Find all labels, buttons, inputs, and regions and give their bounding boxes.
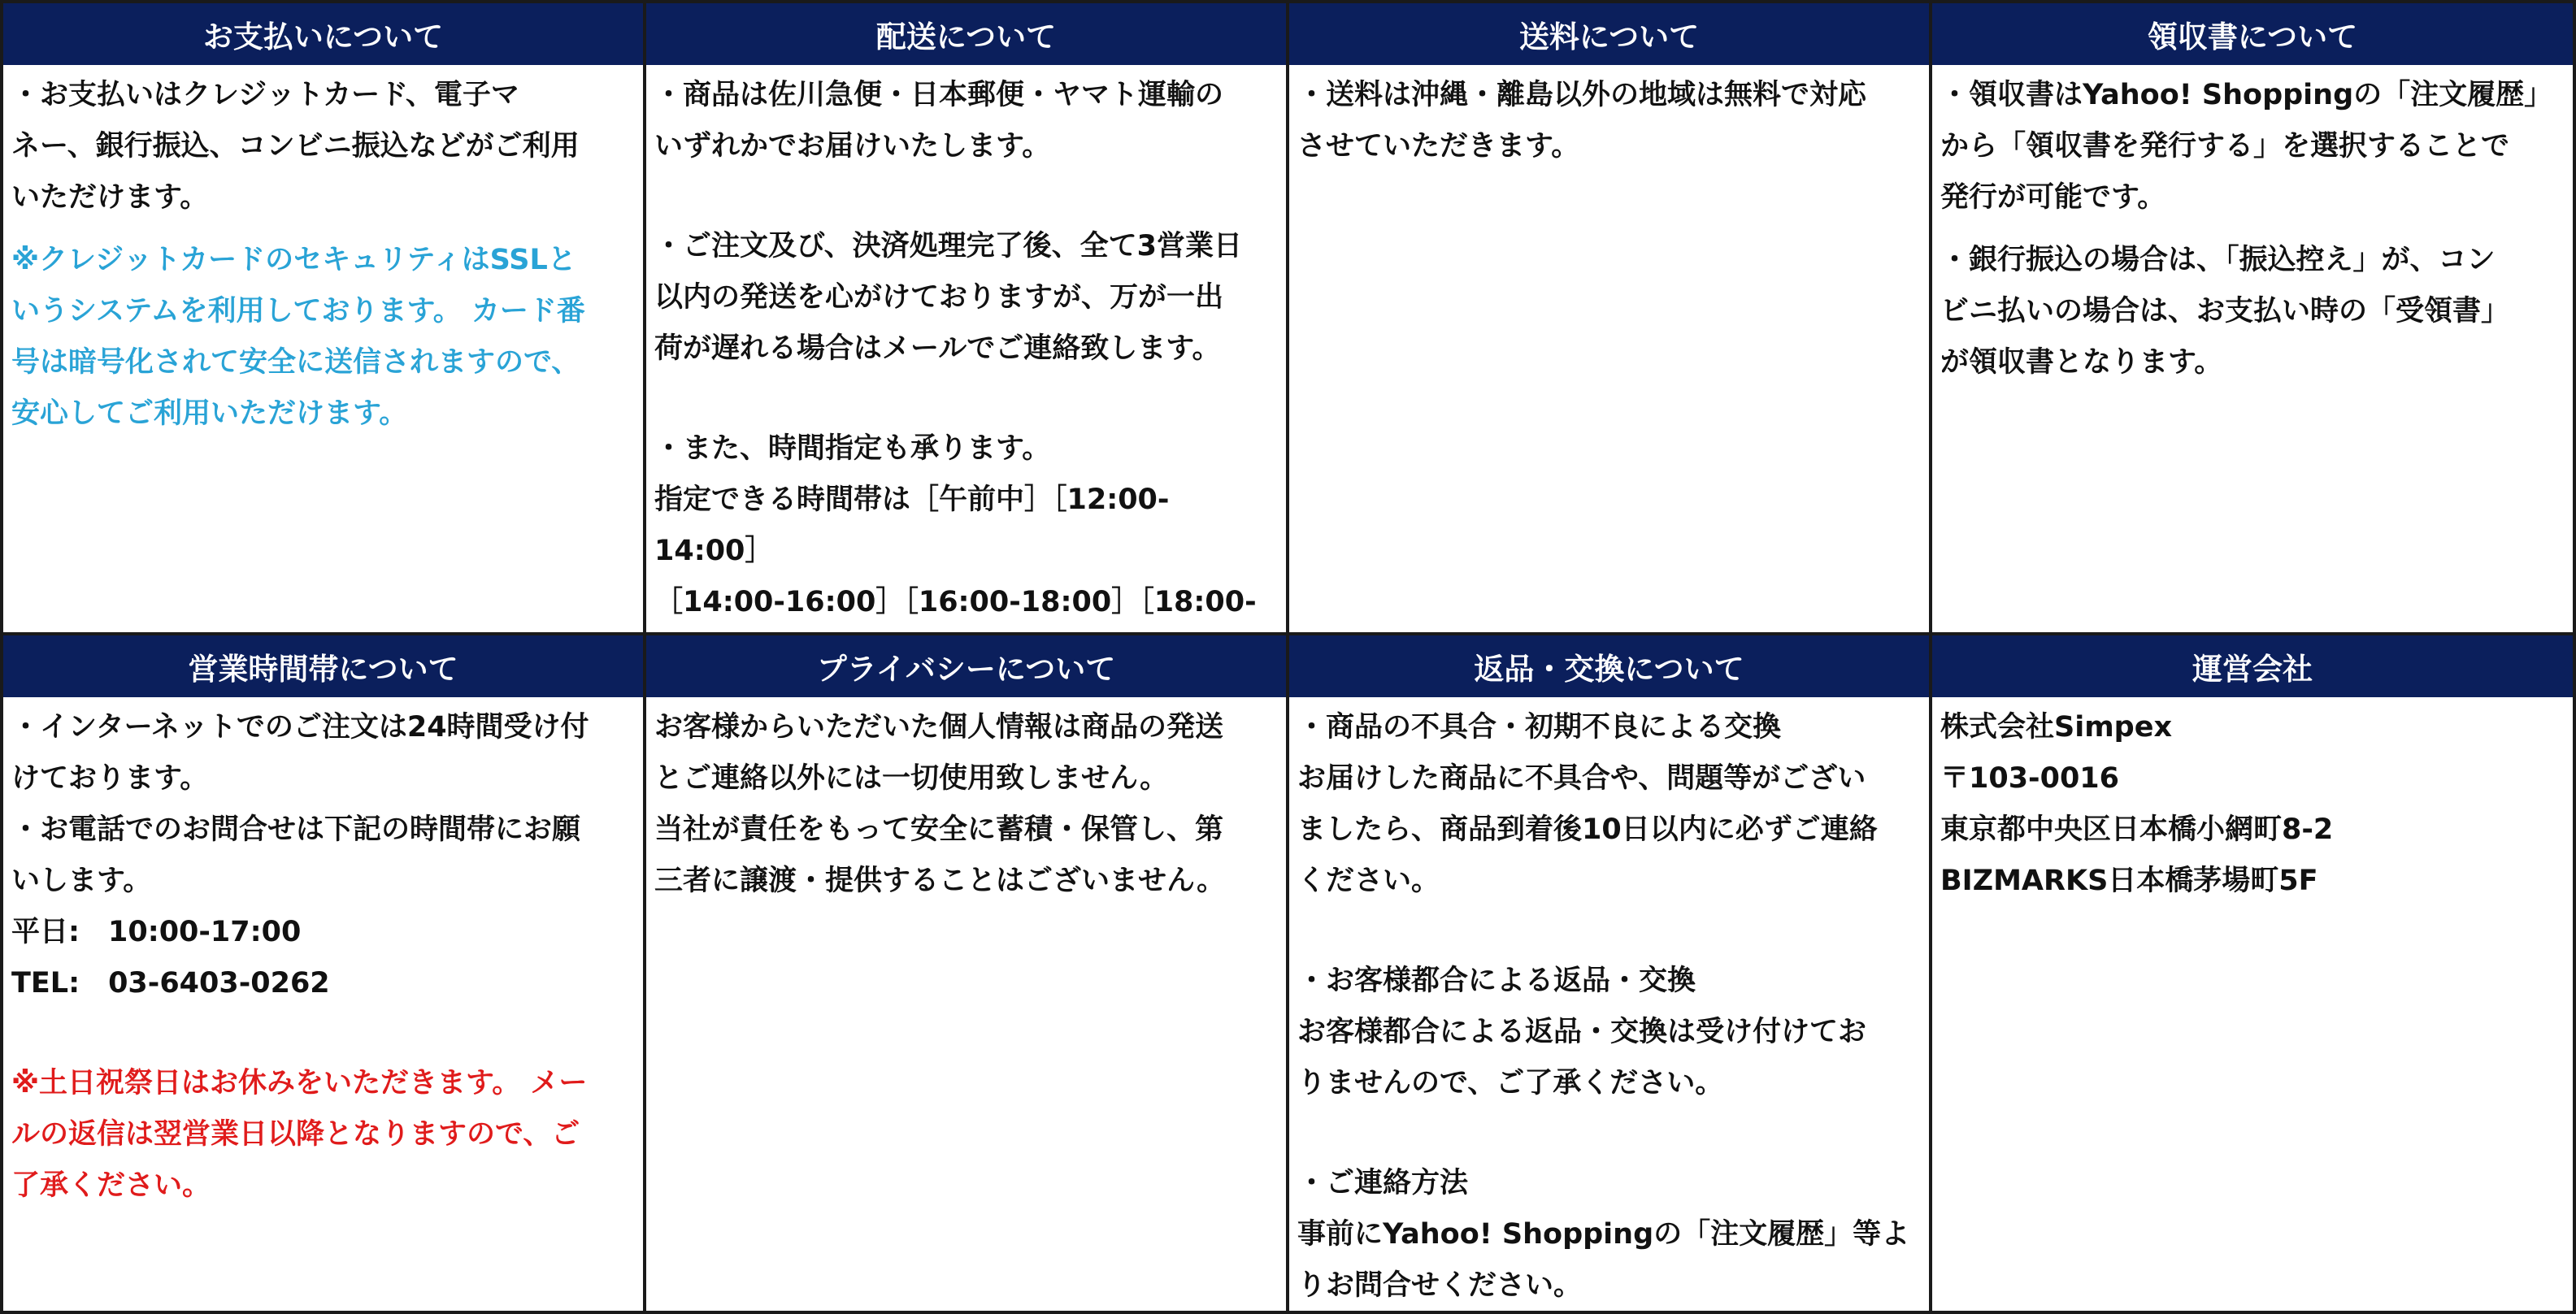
shipping-header: 送料について — [1289, 3, 1932, 65]
privacy-header: プライバシーについて — [646, 635, 1289, 697]
delivery-time-slots-text: ・また、時間指定も承ります。 指定できる時間帯は［午前中］［12:00-14:00］ ［14:00-16:00］［16:00-18:00］［18:00- — [654, 432, 1257, 618]
delivery-dispatch-text: ・ご注文及び、決済処理完了後、全て3営業日 以内の発送を心がけておりますが、万が一出 荷が遅れる場合はメールでご連絡致します。 — [654, 230, 1242, 365]
receipt-header: 領収書について — [1932, 3, 2573, 65]
company-cell — [1932, 697, 2573, 1311]
returns-header: 返品・交換について — [1289, 635, 1932, 697]
returns-cell — [1289, 697, 1932, 1311]
privacy-cell — [646, 697, 1289, 1311]
delivery-carriers-text: ・商品は佐川急便・日本郵便・ヤマト運輸の いずれかでお届けいたします。 — [654, 79, 1224, 163]
payment-header: お支払いについて — [3, 3, 646, 65]
hours-header: 営業時間帯について — [3, 635, 646, 697]
shipping-cell — [1289, 65, 1932, 635]
payment-security-note: ※クレジットカードのセキュリティはSSLと いうシステムを利用しております。 カード番 号は暗号化されて安全に送信されますので、 安心してご利用いただけます。 — [11, 244, 585, 430]
delivery-cell — [646, 65, 1289, 635]
shipping-text: ・送料は沖縄・離島以外の地域は無料で対応 させていただきます。 — [1297, 79, 1867, 163]
hours-holiday-note: ※土日祝祭日はお休みをいただきます。 メー ルの返信は翌営業日以降となりますので、ご 了承ください。 — [11, 1067, 588, 1202]
payment-cell — [3, 65, 646, 635]
delivery-header: 配送について — [646, 3, 1289, 65]
returns-customer-text: ・お客様都合による返品・交換 お客様都合による返品・交換は受け付けてお りませんので、ご了承ください。 — [1297, 965, 1867, 1099]
hours-text: ・インターネットでのご注文は24時間受け付 けております。 ・お電話でのお問合せは下記の時間帯にお願 いします。 平日: 10:00-17:00 TEL: 03-6403-0262 — [11, 711, 589, 1000]
company-header: 運営会社 — [1932, 635, 2573, 697]
receipt-bank-text: ・銀行振込の場合は、「振込控え」が、コン ビニ払いの場合は、お支払い時の「受領書」 が領収書となります。 — [1940, 244, 2510, 379]
returns-contact-text: ・ご連絡方法 事前にYahoo! Shoppingの「注文履歴」等よ りお問合せください。 — [1297, 1167, 1910, 1302]
receipt-cell — [1932, 65, 2573, 635]
hours-cell — [3, 697, 646, 1311]
privacy-text: お客様からいただいた個人情報は商品の発送 とご連絡以外には一切使用致しません。 当社が責任をもって安全に蓄積・保管し、第 三者に譲渡・提供することはございません。 — [654, 711, 1226, 897]
company-address-text: 株式会社Simpex 〒103-0016 東京都中央区日本橋小網町8-2 BIZMARKS日本橋茅場町5F — [1940, 711, 2334, 897]
payment-text: ・お支払いはクレジットカード、電子マ ネー、銀行振込、コンビニ振込などがご利用 いただけます。 — [11, 79, 580, 214]
returns-defect-text: ・商品の不具合・初期不良による交換 お届けした商品に不具合や、問題等がござい ましたら、商品到着後10日以内に必ずご連絡 ください。 — [1297, 711, 1878, 897]
receipt-text: ・領収書はYahoo! Shoppingの「注文履歴」 から「領収書を発行する」を選択することで 発行が可能です。 — [1940, 79, 2553, 214]
